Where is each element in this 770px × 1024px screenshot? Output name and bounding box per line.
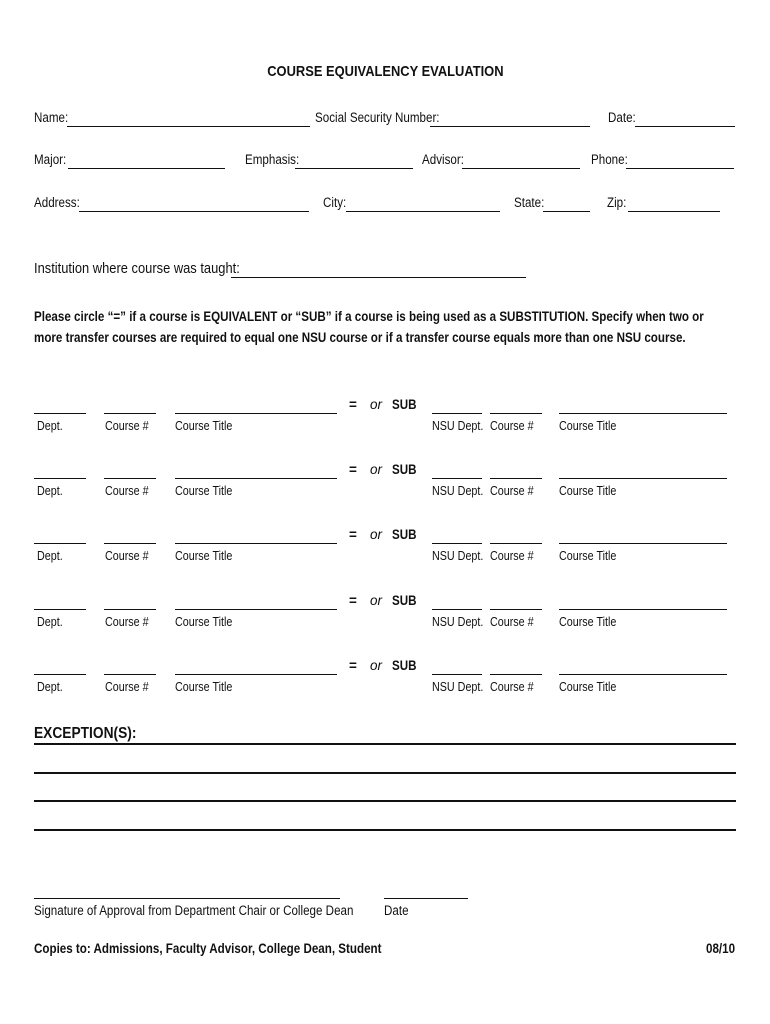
course-title-label: Course Title — [175, 419, 233, 433]
instructions-text: Please circle “=” if a course is EQUIVALENT or “SUB” if a course is being used as a SUBSTITUTION. Specify when two or more transfer courses are required to equal one NSU course or if a transfer course equals more than one NSU course. — [34, 309, 704, 345]
nsu-course-number-field[interactable] — [490, 674, 542, 675]
nsu-course-number-label: Course # — [490, 419, 534, 433]
nsu-course-title-field[interactable] — [559, 478, 727, 479]
date-label: Date: — [608, 110, 636, 125]
city-field[interactable] — [346, 211, 500, 212]
equivalent-option[interactable]: = — [349, 527, 357, 542]
nsu-course-number-field[interactable] — [490, 413, 542, 414]
nsu-dept-label: NSU Dept. — [432, 615, 484, 629]
course-title-field[interactable] — [175, 609, 337, 610]
state-label: State: — [514, 195, 545, 210]
or-text: or — [370, 462, 383, 477]
course-number-label: Course # — [105, 549, 149, 563]
date-field[interactable] — [635, 126, 735, 127]
institution-field[interactable] — [231, 277, 526, 278]
nsu-dept-field[interactable] — [432, 674, 482, 675]
dept-label: Dept. — [37, 419, 63, 433]
course-title-label: Course Title — [175, 484, 233, 498]
emphasis-field[interactable] — [295, 168, 413, 169]
equivalent-option[interactable]: = — [349, 397, 357, 412]
nsu-course-title-label: Course Title — [559, 549, 617, 563]
nsu-course-title-label: Course Title — [559, 615, 617, 629]
signature-field[interactable] — [34, 898, 340, 899]
signature-date-field[interactable] — [384, 898, 468, 899]
nsu-dept-label: NSU Dept. — [432, 680, 484, 694]
ssn-field[interactable] — [430, 126, 590, 127]
course-title-field[interactable] — [175, 543, 337, 544]
nsu-course-title-label: Course Title — [559, 484, 617, 498]
course-row-3 — [0, 525, 770, 570]
form-version: 08/10 — [706, 941, 736, 956]
nsu-course-title-field[interactable] — [559, 413, 727, 414]
substitution-option[interactable]: SUB — [392, 527, 417, 542]
nsu-course-number-field[interactable] — [490, 478, 542, 479]
advisor-label: Advisor: — [422, 152, 464, 167]
name-label: Name: — [34, 110, 69, 125]
substitution-option[interactable]: SUB — [392, 397, 417, 412]
equivalent-option[interactable]: = — [349, 593, 357, 608]
copies-text: Copies to: Admissions, Faculty Advisor, College Dean, Student — [34, 941, 382, 956]
zip-field[interactable] — [628, 211, 720, 212]
nsu-course-number-label: Course # — [490, 549, 534, 563]
address-field[interactable] — [79, 211, 309, 212]
substitution-option[interactable]: SUB — [392, 462, 417, 477]
dept-label: Dept. — [37, 680, 63, 694]
emphasis-label: Emphasis: — [245, 152, 300, 167]
course-title-label: Course Title — [175, 549, 233, 563]
nsu-course-title-label: Course Title — [559, 419, 617, 433]
exceptions-label: EXCEPTION(S): — [34, 725, 137, 742]
nsu-course-number-field[interactable] — [490, 543, 542, 544]
course-number-field[interactable] — [104, 674, 156, 675]
substitution-option[interactable]: SUB — [392, 658, 417, 673]
name-field[interactable] — [67, 126, 310, 127]
course-number-field[interactable] — [104, 413, 156, 414]
nsu-course-number-label: Course # — [490, 484, 534, 498]
nsu-dept-field[interactable] — [432, 478, 482, 479]
page-title: COURSE EQUIVALENCY EVALUATION — [266, 63, 504, 80]
exception-line-2[interactable] — [34, 772, 736, 774]
dept-label: Dept. — [37, 484, 63, 498]
nsu-dept-label: NSU Dept. — [432, 549, 484, 563]
nsu-course-number-field[interactable] — [490, 609, 542, 610]
dept-field[interactable] — [34, 674, 86, 675]
or-text: or — [370, 527, 383, 542]
nsu-course-number-label: Course # — [490, 615, 534, 629]
course-title-label: Course Title — [175, 680, 233, 694]
nsu-course-title-field[interactable] — [559, 543, 727, 544]
course-row-2 — [0, 460, 770, 505]
nsu-dept-label: NSU Dept. — [432, 484, 484, 498]
dept-field[interactable] — [34, 478, 86, 479]
nsu-dept-field[interactable] — [432, 413, 482, 414]
nsu-course-number-label: Course # — [490, 680, 534, 694]
substitution-option[interactable]: SUB — [392, 593, 417, 608]
advisor-field[interactable] — [462, 168, 580, 169]
course-number-field[interactable] — [104, 478, 156, 479]
dept-label: Dept. — [37, 549, 63, 563]
state-field[interactable] — [543, 211, 590, 212]
nsu-dept-label: NSU Dept. — [432, 419, 484, 433]
or-text: or — [370, 593, 383, 608]
course-row-1 — [0, 395, 770, 440]
course-number-label: Course # — [105, 615, 149, 629]
dept-field[interactable] — [34, 413, 86, 414]
or-text: or — [370, 658, 383, 673]
nsu-course-title-field[interactable] — [559, 674, 727, 675]
institution-label: Institution where course was taught: — [34, 260, 240, 277]
dept-field[interactable] — [34, 543, 86, 544]
address-label: Address: — [34, 195, 80, 210]
ssn-label: Social Security Number: — [315, 110, 440, 125]
nsu-dept-field[interactable] — [432, 543, 482, 544]
course-title-field[interactable] — [175, 478, 337, 479]
nsu-dept-field[interactable] — [432, 609, 482, 610]
or-text: or — [370, 397, 383, 412]
course-number-label: Course # — [105, 680, 149, 694]
signature-date-label: Date — [384, 903, 409, 918]
course-row-4 — [0, 591, 770, 636]
major-label: Major: — [34, 152, 67, 167]
course-title-label: Course Title — [175, 615, 233, 629]
dept-field[interactable] — [34, 609, 86, 610]
course-number-label: Course # — [105, 419, 149, 433]
course-number-field[interactable] — [104, 609, 156, 610]
nsu-course-title-label: Course Title — [559, 680, 617, 694]
zip-label: Zip: — [607, 195, 627, 210]
city-label: City: — [323, 195, 347, 210]
course-number-field[interactable] — [104, 543, 156, 544]
course-number-label: Course # — [105, 484, 149, 498]
course-title-field[interactable] — [175, 674, 337, 675]
phone-label: Phone: — [591, 152, 628, 167]
major-field[interactable] — [68, 168, 225, 169]
course-row-5 — [0, 656, 770, 701]
phone-field[interactable] — [626, 168, 734, 169]
exception-line-1[interactable] — [34, 743, 736, 745]
exception-line-3[interactable] — [34, 800, 736, 802]
dept-label: Dept. — [37, 615, 63, 629]
course-title-field[interactable] — [175, 413, 337, 414]
nsu-course-title-field[interactable] — [559, 609, 727, 610]
equivalent-option[interactable]: = — [349, 462, 357, 477]
equivalent-option[interactable]: = — [349, 658, 357, 673]
exception-line-4[interactable] — [34, 829, 736, 831]
signature-label: Signature of Approval from Department Chair or College Dean — [34, 903, 354, 918]
